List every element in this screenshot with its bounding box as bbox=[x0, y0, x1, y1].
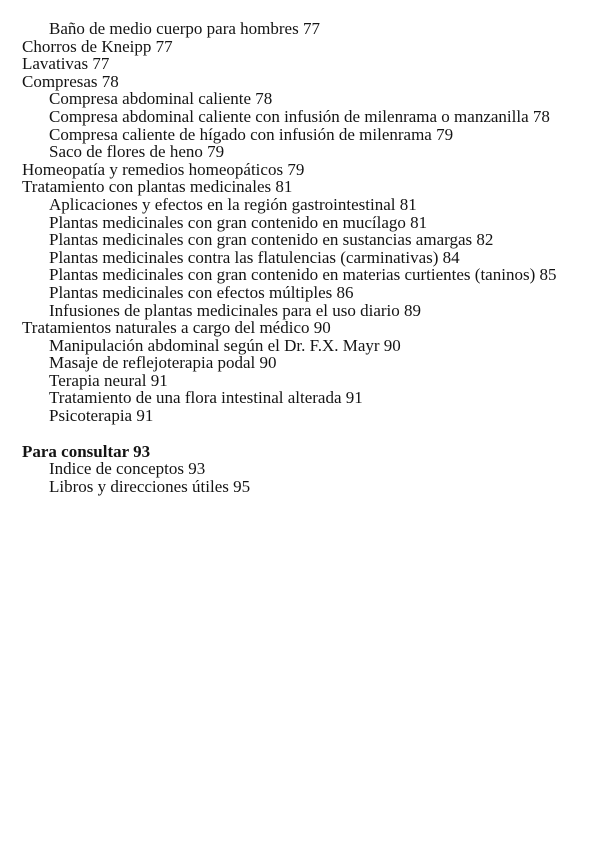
toc-entry: Compresas 78 bbox=[22, 71, 119, 91]
section-gap bbox=[0, 425, 600, 443]
toc-entry: Compresa caliente de hígado con infusión de milenrama 79 bbox=[49, 124, 454, 144]
toc-entry: Chorros de Kneipp 77 bbox=[22, 36, 173, 56]
toc-entry: Tratamientos naturales a cargo del médico 90 bbox=[22, 318, 331, 338]
toc-entry: Tratamiento con plantas medicinales 81 bbox=[22, 177, 293, 197]
toc-entry: Masaje de reflejoterapia podal 90 bbox=[49, 353, 277, 373]
toc-entry: Saco de flores de heno 79 bbox=[49, 142, 225, 162]
toc-entry: Indice de conceptos 93 bbox=[49, 459, 206, 479]
toc-entry: Plantas medicinales con gran contenido en materias curtientes (taninos) 85 bbox=[49, 265, 557, 285]
toc-entry: Aplicaciones y efectos en la región gastrointestinal 81 bbox=[49, 194, 417, 214]
toc-entry: Compresa abdominal caliente con infusión de milenrama o manzanilla 78 bbox=[49, 106, 550, 126]
toc-entry: Manipulación abdominal según el Dr. F.X. Mayr 90 bbox=[49, 335, 401, 355]
toc-entry: Plantas medicinales con gran contenido en mucílago 81 bbox=[49, 212, 428, 232]
toc-entry: Baño de medio cuerpo para hombres 77 bbox=[49, 19, 320, 38]
toc-entry: Plantas medicinales con gran contenido en sustancias amargas 82 bbox=[49, 230, 494, 250]
toc-entry: Libros y direcciones útiles 95 bbox=[49, 476, 251, 496]
toc-entry: Plantas medicinales con efectos múltiples 86 bbox=[49, 282, 354, 302]
toc-entry: Infusiones de plantas medicinales para el uso diario 89 bbox=[49, 300, 421, 320]
toc-entry: Plantas medicinales contra las flatulencias (carminativas) 84 bbox=[49, 247, 460, 267]
toc-entry: Psicoterapia 91 bbox=[49, 406, 154, 426]
toc-entry: Homeopatía y remedios homeopáticos 79 bbox=[22, 159, 305, 179]
toc-entry: Terapia neural 91 bbox=[49, 370, 168, 390]
toc-entry: Tratamiento de una flora intestinal alterada 91 bbox=[49, 388, 363, 408]
toc-entry: Compresa abdominal caliente 78 bbox=[49, 89, 273, 109]
section-heading: Para consultar 93 bbox=[22, 441, 151, 461]
toc-entry: Lavativas 77 bbox=[22, 54, 110, 74]
